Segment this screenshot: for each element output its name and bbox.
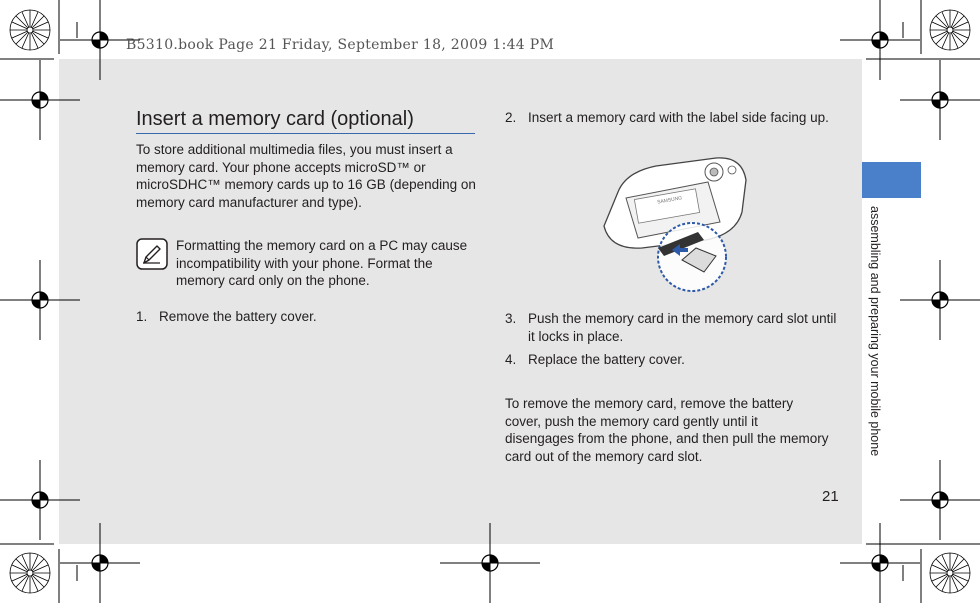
step-number: 3. [505,311,517,326]
step-4 [505,351,840,369]
note-text: Formatting the memory card on a PC may cause incompatibility with your phone. Format the memory card only on the phone. [176,238,468,288]
step-3 [505,310,840,345]
step-number: 1. [136,309,148,324]
page-number: 21 [822,488,839,505]
step-number: 2. [505,110,517,125]
page-panel [59,59,862,544]
step-text: Insert a memory card with the label side facing up. [528,110,829,125]
brand-label: SAMSUNG [656,195,683,206]
chapter-tab [862,162,921,198]
book-page-header: B5310.book Page 21 Friday, September 18, 2009 1:44 PM [126,37,555,53]
step-text: Replace the battery cover. [528,352,685,367]
step-text: Push the memory card in the memory card slot until it locks in place. [528,311,837,344]
pencil-note-icon [136,238,168,270]
step-2 [505,109,840,127]
closing-paragraph: To remove the memory card, remove the battery cover, push the memory card gently until it disengages from the phone, and then pull the memory card out of the memory card slot. [505,396,829,464]
intro-paragraph: To store additional multimedia files, you must insert a memory card. Your phone accepts microSD™ or microSDHC™ memory cards up to 16 GB (depending on memory card manufacturer and type). [136,142,476,210]
step-1 [136,308,456,326]
section-title: Insert a memory card (optional) [136,108,414,130]
chapter-title-vertical: assembling and preparing your mobile phone [868,206,882,457]
step-number: 4. [505,352,517,367]
title-underline [136,133,475,134]
phone-memory-card-illustration [596,152,756,294]
step-text: Remove the battery cover. [159,309,317,324]
